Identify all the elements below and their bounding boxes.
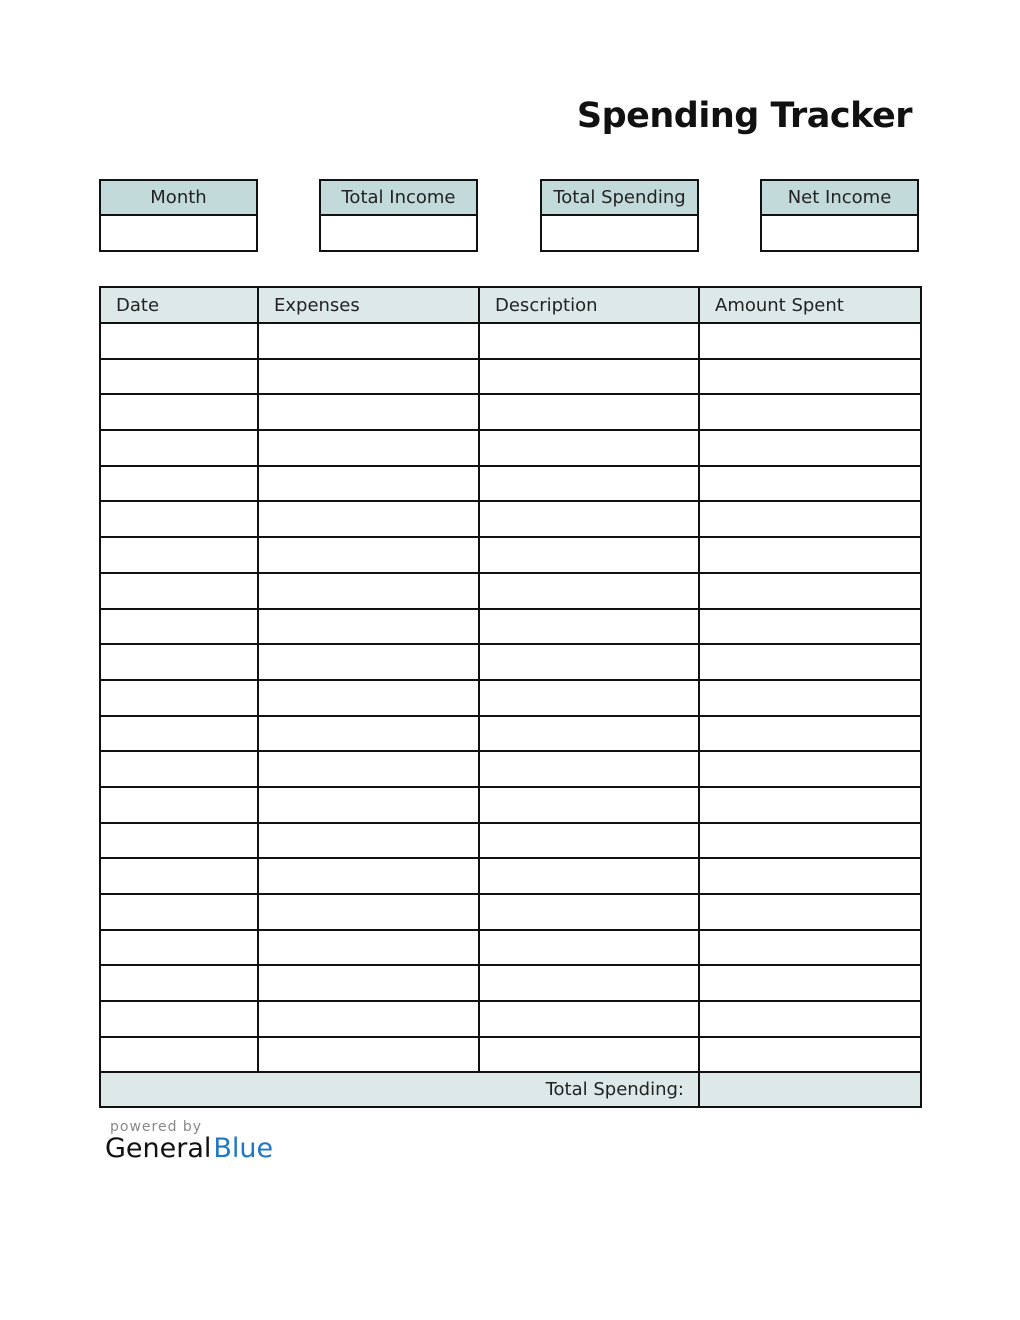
description-cell[interactable] <box>479 466 699 502</box>
expenses-cell[interactable] <box>258 894 479 930</box>
table-row <box>100 716 921 752</box>
table-row <box>100 573 921 609</box>
expenses-cell[interactable] <box>258 359 479 395</box>
summary-box-net-income <box>760 179 919 252</box>
amount-spent-cell[interactable] <box>699 751 921 787</box>
table-row <box>100 894 921 930</box>
expenses-cell[interactable] <box>258 930 479 966</box>
expenses-cell[interactable] <box>258 323 479 359</box>
logo-general: General <box>105 1133 212 1164</box>
description-cell[interactable] <box>479 858 699 894</box>
amount-spent-cell[interactable] <box>699 466 921 502</box>
amount-spent-cell[interactable] <box>699 858 921 894</box>
date-cell[interactable] <box>100 323 258 359</box>
amount-spent-cell[interactable] <box>699 1001 921 1037</box>
summary-box-total-spending <box>540 179 699 252</box>
date-cell[interactable] <box>100 1001 258 1037</box>
date-cell[interactable] <box>100 394 258 430</box>
expenses-cell[interactable] <box>258 716 479 752</box>
amount-spent-cell[interactable] <box>699 965 921 1001</box>
amount-spent-cell[interactable] <box>699 680 921 716</box>
table-row <box>100 466 921 502</box>
column-header-date: Date <box>100 287 258 323</box>
table-row <box>100 787 921 823</box>
amount-spent-cell[interactable] <box>699 894 921 930</box>
date-cell[interactable] <box>100 644 258 680</box>
date-cell[interactable] <box>100 501 258 537</box>
amount-spent-cell[interactable] <box>699 644 921 680</box>
date-cell[interactable] <box>100 894 258 930</box>
date-cell[interactable] <box>100 466 258 502</box>
date-cell[interactable] <box>100 573 258 609</box>
amount-spent-cell[interactable] <box>699 430 921 466</box>
column-header-expenses: Expenses <box>258 287 479 323</box>
amount-spent-cell[interactable] <box>699 823 921 859</box>
table-row <box>100 858 921 894</box>
table-row <box>100 1037 921 1073</box>
column-header-amount-spent: Amount Spent <box>699 287 921 323</box>
expenses-cell[interactable] <box>258 965 479 1001</box>
description-cell[interactable] <box>479 537 699 573</box>
spending-table <box>99 286 922 1108</box>
date-cell[interactable] <box>100 965 258 1001</box>
expenses-cell[interactable] <box>258 430 479 466</box>
amount-spent-cell[interactable] <box>699 394 921 430</box>
date-cell[interactable] <box>100 430 258 466</box>
date-cell[interactable] <box>100 537 258 573</box>
summary-box-month <box>99 179 258 252</box>
table-row <box>100 680 921 716</box>
date-cell[interactable] <box>100 716 258 752</box>
amount-spent-cell[interactable] <box>699 537 921 573</box>
summary-label: Month <box>101 181 256 216</box>
expenses-cell[interactable] <box>258 644 479 680</box>
description-cell[interactable] <box>479 323 699 359</box>
expenses-cell[interactable] <box>258 823 479 859</box>
total-spending-field[interactable] <box>542 216 697 250</box>
amount-spent-cell[interactable] <box>699 501 921 537</box>
powered-by-text: powered by <box>110 1119 203 1135</box>
date-cell[interactable] <box>100 858 258 894</box>
summary-label: Total Spending <box>542 181 697 216</box>
total-spending-value[interactable] <box>699 1072 921 1107</box>
page-title: Spending Tracker <box>576 96 912 136</box>
description-cell[interactable] <box>479 1037 699 1073</box>
description-cell[interactable] <box>479 680 699 716</box>
description-cell[interactable] <box>479 716 699 752</box>
table-row <box>100 323 921 359</box>
expenses-cell[interactable] <box>258 751 479 787</box>
expenses-cell[interactable] <box>258 787 479 823</box>
expenses-cell[interactable] <box>258 466 479 502</box>
table-row <box>100 644 921 680</box>
table-row <box>100 359 921 395</box>
description-cell[interactable] <box>479 823 699 859</box>
table-row <box>100 501 921 537</box>
description-cell[interactable] <box>479 394 699 430</box>
description-cell[interactable] <box>479 1001 699 1037</box>
date-cell[interactable] <box>100 680 258 716</box>
summary-label: Net Income <box>762 181 917 216</box>
logo-blue: Blue <box>213 1133 274 1164</box>
description-cell[interactable] <box>479 751 699 787</box>
total-income-field[interactable] <box>321 216 476 250</box>
description-cell[interactable] <box>479 787 699 823</box>
expenses-cell[interactable] <box>258 1001 479 1037</box>
month-field[interactable] <box>101 216 256 250</box>
amount-spent-cell[interactable] <box>699 716 921 752</box>
table-row <box>100 1001 921 1037</box>
expenses-cell[interactable] <box>258 394 479 430</box>
amount-spent-cell[interactable] <box>699 359 921 395</box>
amount-spent-cell[interactable] <box>699 573 921 609</box>
date-cell[interactable] <box>100 930 258 966</box>
table-row <box>100 394 921 430</box>
expenses-cell[interactable] <box>258 1037 479 1073</box>
total-row <box>100 1072 921 1107</box>
amount-spent-cell[interactable] <box>699 323 921 359</box>
date-cell[interactable] <box>100 751 258 787</box>
description-cell[interactable] <box>479 573 699 609</box>
amount-spent-cell[interactable] <box>699 1037 921 1073</box>
expenses-cell[interactable] <box>258 609 479 645</box>
table-row <box>100 537 921 573</box>
table-row <box>100 609 921 645</box>
description-cell[interactable] <box>479 609 699 645</box>
description-cell[interactable] <box>479 894 699 930</box>
date-cell[interactable] <box>100 823 258 859</box>
table-body <box>100 323 921 1072</box>
net-income-field[interactable] <box>762 216 917 250</box>
table-row <box>100 965 921 1001</box>
table-header-row <box>100 287 921 323</box>
amount-spent-cell[interactable] <box>699 787 921 823</box>
date-cell[interactable] <box>100 787 258 823</box>
description-cell[interactable] <box>479 501 699 537</box>
expenses-cell[interactable] <box>258 537 479 573</box>
generalblue-logo <box>105 1133 273 1164</box>
branding <box>105 1119 273 1164</box>
table-row <box>100 930 921 966</box>
summary-label: Total Income <box>321 181 476 216</box>
column-header-description: Description <box>479 287 699 323</box>
amount-spent-cell[interactable] <box>699 930 921 966</box>
summary-box-total-income <box>319 179 478 252</box>
total-spending-label: Total Spending: <box>100 1072 699 1107</box>
amount-spent-cell[interactable] <box>699 609 921 645</box>
description-cell[interactable] <box>479 644 699 680</box>
expenses-cell[interactable] <box>258 501 479 537</box>
description-cell[interactable] <box>479 930 699 966</box>
date-cell[interactable] <box>100 359 258 395</box>
expenses-cell[interactable] <box>258 858 479 894</box>
expenses-cell[interactable] <box>258 680 479 716</box>
table-row <box>100 823 921 859</box>
description-cell[interactable] <box>479 965 699 1001</box>
table-row <box>100 751 921 787</box>
table-row <box>100 430 921 466</box>
date-cell[interactable] <box>100 609 258 645</box>
expenses-cell[interactable] <box>258 573 479 609</box>
date-cell[interactable] <box>100 1037 258 1073</box>
description-cell[interactable] <box>479 359 699 395</box>
description-cell[interactable] <box>479 430 699 466</box>
